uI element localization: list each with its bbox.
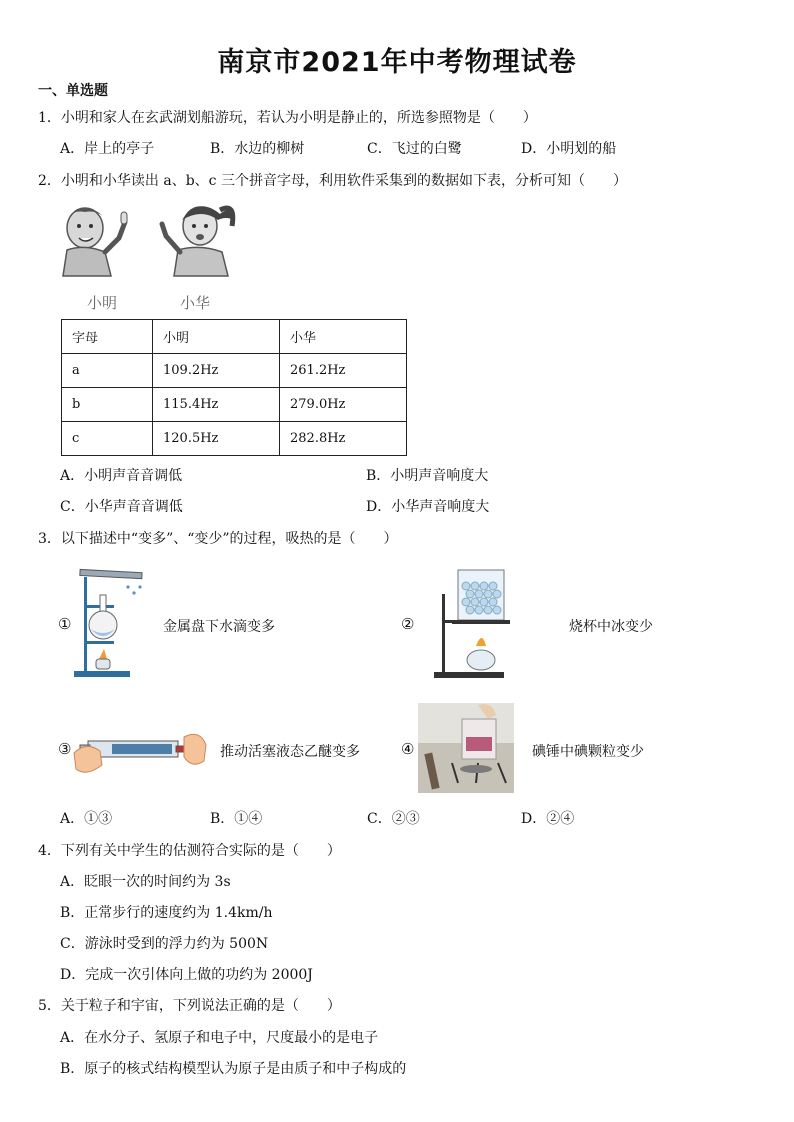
table-cell: 115.4Hz: [153, 388, 280, 422]
table-cell: b: [62, 388, 153, 422]
table-header-cell: 字母: [62, 320, 153, 354]
table-header-row: [62, 320, 407, 354]
table-cell: 279.0Hz: [280, 388, 407, 422]
q3-option-a: A．①③: [60, 811, 113, 827]
q4-option-b: B．正常步行的速度约为 1.4km/h: [60, 905, 273, 921]
q1-option-d: D．小明划的船: [521, 141, 617, 157]
beaker-ice-apparatus-image: [430, 564, 520, 680]
item-2-caption: 烧杯中冰变少: [569, 619, 653, 635]
page-title: 南京市2021年中考物理试卷: [217, 47, 577, 78]
q3-option-c: C．②③: [367, 811, 420, 827]
item-3-number: ③: [58, 740, 72, 758]
question-5-stem: 5．关于粒子和宇宙，下列说法正确的是（ ）: [38, 998, 341, 1014]
q3-option-b: B．①④: [210, 811, 263, 827]
q2-option-d: D．小华声音响度大: [366, 499, 490, 515]
table-row: [62, 388, 407, 422]
item-4-number: ④: [401, 740, 415, 758]
q1-option-a: A．岸上的亭子: [60, 141, 155, 157]
q4-option-d: D．完成一次引体向上做的功约为 2000J: [60, 967, 313, 983]
question-1-stem: 1．小明和家人在玄武湖划船游玩，若认为小明是静止的，所选参照物是（ ）: [38, 110, 537, 126]
table-header-cell: 小华: [280, 320, 407, 354]
item-1-number: ①: [58, 615, 72, 633]
xiaoming-label: 小明: [87, 294, 118, 312]
item-3-caption: 推动活塞液态乙醚变多: [220, 744, 360, 760]
q5-option-a: A．在水分子、氢原子和电子中，尺度最小的是电子: [60, 1030, 379, 1046]
q5-option-b: B．原子的核式结构模型认为原子是由质子和中子构成的: [60, 1061, 407, 1077]
syringe-ether-image: [72, 717, 210, 783]
metal-plate-apparatus-image: [70, 563, 150, 681]
frequency-table: [61, 319, 407, 456]
q3-option-d: D．②④: [521, 811, 575, 827]
table-row: [62, 354, 407, 388]
table-cell: 109.2Hz: [153, 354, 280, 388]
table-cell: 261.2Hz: [280, 354, 407, 388]
table-header-cell: 小明: [153, 320, 280, 354]
iodine-hammer-photo: [418, 703, 514, 793]
item-1-caption: 金属盘下水滴变多: [163, 619, 275, 635]
q4-option-c: C．游泳时受到的浮力约为 500N: [60, 936, 269, 952]
q1-option-b: B．水边的柳树: [210, 141, 305, 157]
q2-option-a: A．小明声音音调低: [60, 468, 183, 484]
xiaohua-cartoon-image: [158, 196, 240, 280]
table-cell: 282.8Hz: [280, 422, 407, 456]
q1-option-c: C．飞过的白鹭: [367, 141, 462, 157]
section-heading: 一、单选题: [38, 83, 108, 99]
q2-option-b: B．小明声音响度大: [366, 468, 489, 484]
q2-option-c: C．小华声音音调低: [60, 499, 183, 515]
xiaohua-label: 小华: [180, 294, 211, 312]
table-row: [62, 422, 407, 456]
table-cell: c: [62, 422, 153, 456]
xiaoming-cartoon-image: [55, 198, 135, 280]
table-cell: a: [62, 354, 153, 388]
question-3-stem: 3．以下描述中“变多”、“变少”的过程，吸热的是（ ）: [38, 531, 398, 547]
question-2-stem: 2．小明和小华读出 a、b、c 三个拼音字母，利用软件采集到的数据如下表，分析可知（ ）: [38, 173, 627, 189]
q4-option-a: A．眨眼一次的时间约为 3s: [60, 874, 231, 890]
question-4-stem: 4．下列有关中学生的估测符合实际的是（ ）: [38, 843, 341, 859]
table-cell: 120.5Hz: [153, 422, 280, 456]
item-2-number: ②: [401, 615, 415, 633]
item-4-caption: 碘锤中碘颗粒变少: [532, 744, 644, 760]
